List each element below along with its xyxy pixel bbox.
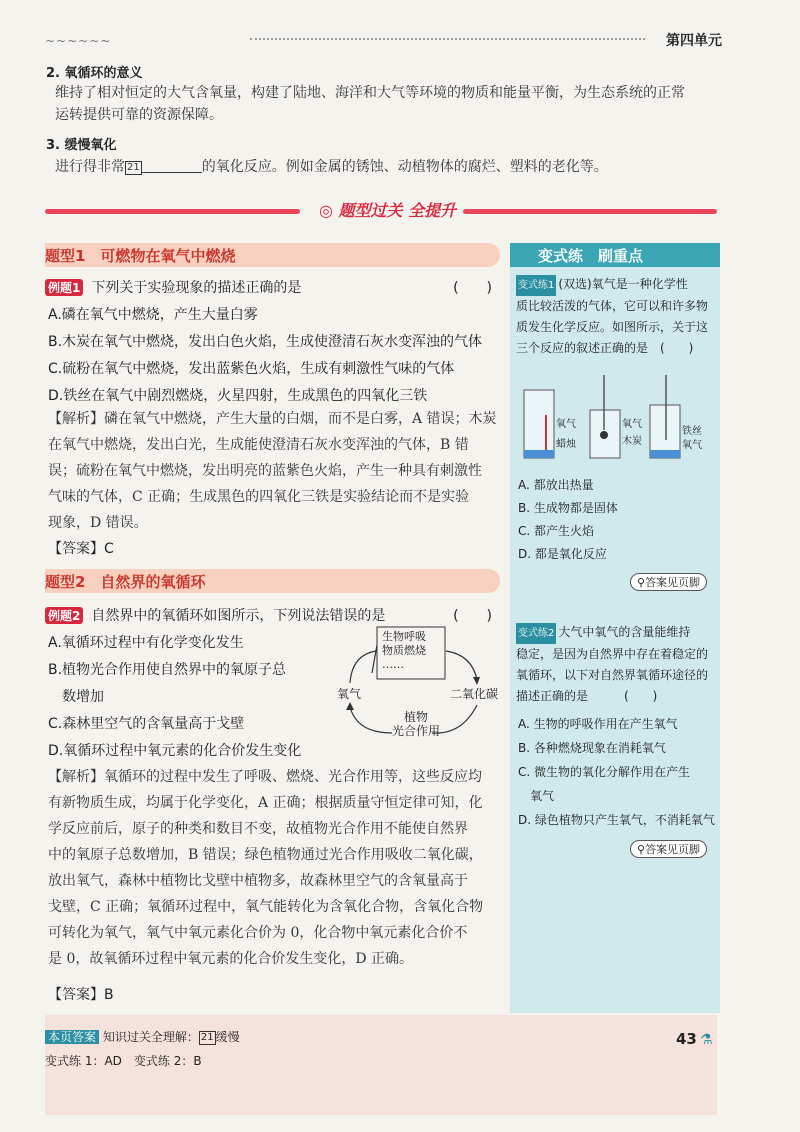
box-label: 生物呼吸 <box>382 630 426 643</box>
ex2-stem: 变式练2 大气中氧气的含量能维持 稳定，是因为自然界中存在着稳定的 氧循环，以下对自然界氧循环途径的 描述正确的是 ( ) <box>516 625 709 703</box>
topic-label: 题型2 自然界的氧循环 <box>45 573 206 591</box>
analysis-line: 可转化为氧气，氧气中氧元素化合价为 0，化合物中氧元素化合价不 <box>48 925 468 941</box>
box-label: …… <box>382 658 404 671</box>
flask-icon: ⚗ <box>700 1032 713 1048</box>
option-d[interactable]: D.铁丝在氧气中剧烈燃烧，火星四射，生成黑色的四氧化三铁 <box>48 388 428 404</box>
analysis-line: 气味的气体，C 正确；生成黑色的四氧化三铁是实验结论而不是实验 <box>48 489 470 505</box>
question-text: 自然界中的氧循环如图所示，下列说法错误的是 <box>91 608 386 624</box>
para-text: 进行得非常 <box>55 159 125 175</box>
example-badge: 例题2 <box>45 607 83 624</box>
blank-tag: 21 <box>200 1032 214 1043</box>
option-c-cont: 氧气 <box>518 789 555 803</box>
topic-1-header <box>45 243 500 267</box>
unit-title: 第四单元 <box>666 33 722 49</box>
banner-bar-left <box>45 209 300 214</box>
para-line: 维持了相对恒定的大气含氧量，构建了陆地、海洋和大气等环境的物质和能量平衡，为生态系统的正常 <box>55 85 685 101</box>
option-b[interactable]: B. 各种燃烧现象在消耗氧气 <box>518 741 666 755</box>
option-b[interactable]: B. 生成物都是固体 <box>518 501 618 515</box>
photosynthesis-label: 植物 光合作用 <box>392 710 441 738</box>
analysis-line: 【解析】磷在氧气中燃烧，产生大量的白烟，而不是白雾，A 错误；木炭 <box>48 411 497 427</box>
section-title: 缓慢氧化 <box>64 138 117 153</box>
question-text: 下列关于实验现象的描述正确的是 <box>91 280 302 296</box>
section-banner <box>45 200 717 222</box>
analysis-line: 戈壁，C 正确；氧循环过程中，氧气能转化为含氧化合物，含氧化合物 <box>48 899 484 915</box>
topic-label: 题型1 可燃物在氧气中燃烧 <box>45 247 236 265</box>
header-decoration: ~~~~~~ <box>45 34 112 48</box>
answer-paren[interactable]: ( ) <box>453 608 492 624</box>
page-number: 43 <box>676 1030 697 1048</box>
section-title: 氧循环的意义 <box>64 66 143 81</box>
arrowhead <box>473 677 480 685</box>
arrow-to-o2 <box>350 707 392 733</box>
side-panel-header <box>510 243 720 267</box>
section-num: 3 <box>46 138 56 153</box>
jar-1 <box>524 390 554 458</box>
water-3 <box>650 450 680 458</box>
option-d[interactable]: D. 都是氧化反应 <box>518 547 607 561</box>
co2-label: 二氧化碳 <box>450 687 499 701</box>
option-a[interactable]: A. 生物的呼吸作用在产生氧气 <box>518 717 678 731</box>
q1-stem <box>45 277 500 297</box>
para-text: 的氧化反应。例如金属的锈蚀、动植物体的腐烂、塑料的老化等。 <box>201 159 608 175</box>
q2-analysis <box>48 764 503 972</box>
ex1-stem: 变式练1 (双选)氧气是一种化学性 质比较活泼的气体，它可以和许多物 质发生化学反应。如图所示，关于这 三个反应的叙述正确的是 ( ) <box>516 277 709 355</box>
banner-title: ◎ 题型过关 全提升 <box>313 198 462 221</box>
example-badge: 例题1 <box>45 279 83 296</box>
process-box-labels <box>382 630 426 672</box>
combustion-apparatus <box>518 370 714 465</box>
section-2-heading: 2. 氧循环的意义 <box>46 66 143 81</box>
target-icon: ◎ <box>319 201 333 220</box>
option-a[interactable]: A. 都放出热量 <box>518 478 594 492</box>
oxygen-label: 氧气 <box>337 687 362 701</box>
arrowhead <box>346 702 354 710</box>
ex1-badge: 变式练1 <box>516 275 556 296</box>
box-label: 物质燃烧 <box>382 644 426 657</box>
see-answer-link[interactable]: ⚲答案见页脚 <box>630 840 707 858</box>
label-candle: 蜡烛 <box>556 439 576 450</box>
section-3-body <box>55 156 715 178</box>
water-1 <box>524 450 554 458</box>
answer-paren[interactable]: ( ) <box>453 280 492 296</box>
q2-options <box>48 630 338 765</box>
side-title: 变式练 刷重点 <box>538 247 644 265</box>
see-answer-link[interactable]: ⚲答案见页脚 <box>630 573 707 591</box>
para-line: 运转提供可靠的资源保障。 <box>55 107 223 123</box>
footer-line-1 <box>45 1028 240 1045</box>
analysis-line: 在氧气中燃烧，发出白光，生成能使澄清石灰水变浑浊的气体，B 错 <box>48 437 469 453</box>
analysis-line: 中的氧原子总数增加，B 错误；绿色植物通过光合作用吸收二氧化碳， <box>48 847 483 863</box>
footer-text: 缓慢 <box>215 1030 240 1044</box>
topic-2-header <box>45 569 500 593</box>
option-d[interactable]: D.氧循环过程中氧元素的化合价发生变化 <box>48 743 302 759</box>
arrow-box-to-co2 <box>446 651 477 680</box>
search-icon: ⚲ <box>637 843 646 856</box>
oxygen-cycle-diagram <box>332 625 502 740</box>
option-c[interactable]: C. 都产生火焰 <box>518 524 595 538</box>
footer-badge: 本页答案 <box>45 1030 99 1044</box>
arrow-o2-to-box <box>372 645 377 673</box>
analysis-line: 放出氧气，森林中植物比戈壁中植物多，故森林里空气的含氧量高于 <box>48 873 468 889</box>
q1-analysis <box>48 406 503 536</box>
analysis-line: 是 0，故氧循环过程中氧元素的化合价发生变化，D 正确。 <box>48 951 414 967</box>
label-charcoal: 木炭 <box>622 436 642 447</box>
option-a[interactable]: A.氧循环过程中有化学变化发生 <box>48 635 244 651</box>
fill-blank[interactable] <box>142 158 202 173</box>
label-oxygen: 氧气 <box>556 419 576 430</box>
label-iron: 铁丝 <box>682 426 702 437</box>
search-icon: ⚲ <box>637 576 646 589</box>
q1-options <box>48 302 503 410</box>
analysis-line: 【解析】氧循环的过程中发生了呼吸、燃烧、光合作用等，这些反应均 <box>48 769 482 785</box>
blank-tag: 21 <box>127 162 140 173</box>
ex2-options <box>518 712 716 832</box>
q1-answer: 【答案】C <box>48 541 114 557</box>
option-c[interactable]: C.森林里空气的含氧量高于戈壁 <box>48 716 245 732</box>
footer-line-2: 变式练 1：AD 变式练 2：B <box>45 1054 202 1068</box>
q2-answer: 【答案】B <box>48 987 114 1003</box>
arrow-o2-up <box>350 651 376 683</box>
analysis-line: 学反应前后，原子的种类和数目不变，故植物光合作用不能使自然界 <box>48 821 468 837</box>
ex1-options <box>518 474 714 566</box>
option-d[interactable]: D. 绿色植物只产生氧气，不消耗氧气 <box>518 813 715 827</box>
section-num: 2 <box>46 66 56 81</box>
banner-bar-right <box>463 209 717 214</box>
analysis-line: 误；硫粉在氧气中燃烧，发出明亮的蓝紫色火焰，产生一种具有刺激性 <box>48 463 482 479</box>
option-b[interactable]: B.植物光合作用使自然界中的氧原子总 <box>48 662 287 678</box>
label-oxygen: 氧气 <box>622 419 642 430</box>
q2-stem <box>45 605 500 625</box>
section-2-body <box>55 82 715 126</box>
analysis-line: 现象，D 错误。 <box>48 515 148 531</box>
option-b[interactable]: B.木炭在氧气中燃烧，发出白色火焰，生成使澄清石灰水变浑浊的气体 <box>48 334 483 350</box>
footer-text: 知识过关全理解： <box>102 1030 199 1044</box>
option-a[interactable]: A.磷在氧气中燃烧，产生大量白雾 <box>48 307 258 323</box>
label-oxygen: 氧气 <box>682 440 702 451</box>
analysis-line: 有新物质生成，均属于化学变化，A 正确；根据质量守恒定律可知，化 <box>48 795 483 811</box>
ex2-badge: 变式练2 <box>516 623 556 644</box>
charcoal <box>600 431 608 439</box>
option-c[interactable]: C. 微生物的氧化分解作用在产生 <box>518 765 691 779</box>
option-b-cont: 数增加 <box>48 689 104 705</box>
header-rule <box>250 38 645 40</box>
section-3-heading: 3. 缓慢氧化 <box>46 138 117 153</box>
option-c[interactable]: C.硫粉在氧气中燃烧，发出蓝紫色火焰，生成有刺激性气味的气体 <box>48 361 455 377</box>
